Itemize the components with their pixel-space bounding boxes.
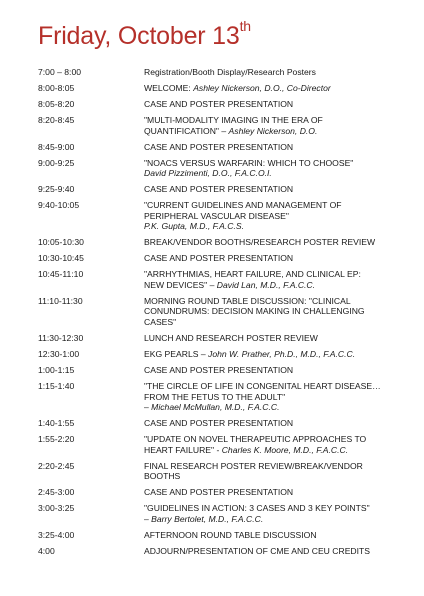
session-title: CASES"	[144, 316, 177, 327]
session-title: "UPDATE ON NOVEL THERAPEUTIC APPROACHES TO	[144, 434, 367, 445]
schedule-description	[144, 365, 418, 376]
description-line	[144, 211, 418, 222]
schedule-row	[38, 83, 418, 94]
schedule-time: 1:40-1:55	[38, 418, 75, 429]
description-line	[144, 296, 418, 307]
schedule-time: 8:00-8:05	[38, 82, 75, 93]
description-line	[144, 461, 418, 472]
schedule-description	[144, 184, 418, 195]
schedule-row	[38, 487, 418, 498]
schedule-row	[38, 333, 418, 344]
schedule-row	[38, 349, 418, 360]
description-line	[144, 402, 418, 413]
schedule-row	[38, 365, 418, 376]
schedule-description	[144, 418, 418, 429]
schedule-description	[144, 269, 418, 290]
schedule-description	[144, 142, 418, 153]
description-line	[144, 221, 418, 232]
schedule-row	[38, 269, 418, 290]
description-line	[144, 514, 418, 525]
schedule-row	[38, 67, 418, 78]
description-line	[144, 158, 418, 169]
schedule-description	[144, 296, 418, 328]
schedule-description	[144, 487, 418, 498]
schedule-row	[38, 381, 418, 413]
session-title: "MULTI-MODALITY IMAGING IN THE ERA OF	[144, 114, 323, 125]
description-line	[144, 546, 418, 557]
description-line	[144, 99, 418, 110]
schedule-time: 2:45-3:00	[38, 487, 75, 498]
session-title: QUANTIFICATION" –	[144, 125, 229, 136]
page-title-suffix: th	[239, 18, 251, 34]
schedule-time: 8:05-8:20	[38, 98, 75, 109]
session-title: BREAK/VENDOR BOOTHS/RESEARCH POSTER REVIEW	[144, 237, 376, 248]
speaker-name: David Lan, M.D., F.A.C.C.	[216, 279, 316, 290]
speaker-name: P.K. Gupta, M.D., F.A.C.S.	[144, 221, 244, 232]
description-line	[144, 200, 418, 211]
speaker-name: Ashley Nickerson, D.O., Co-Director	[193, 82, 331, 93]
session-title: CASE AND POSTER PRESENTATION	[144, 184, 294, 195]
schedule-row	[38, 418, 418, 429]
description-line	[144, 115, 418, 126]
schedule-row	[38, 158, 418, 179]
schedule-description	[144, 381, 418, 413]
schedule-time: 1:55-2:20	[38, 434, 75, 445]
speaker-name: Ashley Nickerson, D.O.	[228, 125, 318, 136]
session-title: LUNCH AND RESEARCH POSTER REVIEW	[144, 332, 318, 343]
schedule-time: 9:40-10:05	[38, 200, 80, 211]
schedule-row	[38, 237, 418, 248]
description-line	[144, 184, 418, 195]
description-line	[144, 530, 418, 541]
description-line	[144, 392, 418, 403]
session-title: Registration/Booth Display/Research Posters	[144, 67, 316, 77]
session-title: FROM THE FETUS TO THE ADULT"	[144, 391, 286, 402]
session-title: PERIPHERAL VASCULAR DISEASE"	[144, 210, 289, 221]
schedule-description	[144, 99, 418, 110]
description-line	[144, 142, 418, 153]
description-line	[144, 418, 418, 429]
schedule-row	[38, 546, 418, 557]
session-title: CASE AND POSTER PRESENTATION	[144, 98, 294, 109]
session-title: WELCOME:	[144, 82, 194, 93]
schedule-row	[38, 115, 418, 136]
description-line	[144, 487, 418, 498]
schedule-row	[38, 200, 418, 232]
description-line	[144, 126, 418, 137]
schedule-description	[144, 83, 418, 94]
schedule-time: 10:30-10:45	[38, 253, 84, 264]
schedule-description	[144, 434, 418, 455]
description-line	[144, 269, 418, 280]
session-title: "GUIDELINES IN ACTION: 3 CASES AND 3 KEY POINTS"	[144, 503, 370, 514]
page-title	[38, 18, 251, 51]
session-title: FINAL RESEARCH POSTER REVIEW/BREAK/VENDOR	[144, 460, 363, 471]
schedule-row	[38, 184, 418, 195]
speaker-name: David Pizzimenti, D.O., F.A.C.O.I.	[144, 168, 272, 179]
schedule-row	[38, 461, 418, 482]
schedule-description	[144, 546, 418, 557]
speaker-name: John W. Prather, Ph.D., M.D., F.A.C.C.	[208, 348, 356, 359]
session-title: "ARRHYTHMIAS, HEART FAILURE, AND CLINICAL EP:	[144, 269, 361, 280]
session-title: CASE AND POSTER PRESENTATION	[144, 253, 294, 264]
schedule-time: 8:45-9:00	[38, 141, 75, 152]
schedule-description	[144, 115, 418, 136]
schedule-row	[38, 434, 418, 455]
schedule-time: 8:20-8:45	[38, 114, 75, 125]
schedule-time: 10:45-11:10	[38, 269, 84, 280]
description-line	[144, 280, 418, 291]
description-line	[144, 306, 418, 317]
session-title: CASE AND POSTER PRESENTATION	[144, 141, 294, 152]
schedule-row	[38, 296, 418, 328]
schedule-row	[38, 503, 418, 524]
schedule-time: 10:05-10:30	[38, 237, 84, 248]
schedule-time: 9:25-9:40	[38, 184, 75, 195]
session-title: AFTERNOON ROUND TABLE DISCUSSION	[144, 529, 317, 540]
session-title: BOOTHS	[144, 471, 181, 482]
schedule-time: 1:15-1:40	[38, 380, 75, 391]
session-title: CASE AND POSTER PRESENTATION	[144, 364, 294, 375]
schedule-description	[144, 530, 418, 541]
session-title: EKG PEARLS –	[144, 348, 209, 359]
schedule-description	[144, 503, 418, 524]
schedule-row	[38, 99, 418, 110]
schedule-time: 2:20-2:45	[38, 460, 75, 471]
description-line	[144, 317, 418, 328]
schedule-description	[144, 349, 418, 360]
speaker-name: Michael McMullan, M.D., F.A.C.C.	[151, 402, 280, 413]
description-line	[144, 83, 418, 94]
schedule-time: 12:30-1:00	[38, 348, 80, 359]
description-line	[144, 471, 418, 482]
schedule-description	[144, 333, 418, 344]
schedule-row	[38, 530, 418, 541]
session-title: CASE AND POSTER PRESENTATION	[144, 418, 294, 429]
schedule-list	[38, 67, 418, 562]
session-title: CONUNDRUMS: DECISION MAKING IN CHALLENGING	[144, 306, 365, 317]
schedule-description	[144, 461, 418, 482]
speaker-name: Charles K. Moore, M.D., F.A.C.C.	[221, 444, 349, 455]
schedule-time: 7:00 – 8:00	[38, 67, 82, 77]
session-title: "CURRENT GUIDELINES AND MANAGEMENT OF	[144, 200, 342, 211]
description-line	[144, 381, 418, 392]
session-title: NEW DEVICES" –	[144, 279, 217, 290]
session-title: HEART FAILURE" -	[144, 444, 222, 455]
description-line	[144, 168, 418, 179]
page-title-text: Friday, October 13	[38, 22, 240, 50]
schedule-description	[144, 67, 418, 78]
schedule-description	[144, 237, 418, 248]
schedule-description	[144, 253, 418, 264]
schedule-time: 3:25-4:00	[38, 529, 75, 540]
description-line	[144, 434, 418, 445]
description-line	[144, 253, 418, 264]
session-title: MORNING ROUND TABLE DISCUSSION: "CLINICAL	[144, 295, 351, 306]
schedule-time: 11:10-11:30	[38, 295, 83, 306]
session-title: "NOACS VERSUS WARFARIN: WHICH TO CHOOSE"	[144, 157, 354, 168]
description-line	[144, 445, 418, 456]
session-title: "THE CIRCLE OF LIFE IN CONGENITAL HEART DISEASE…	[144, 380, 381, 391]
description-line	[144, 349, 418, 360]
schedule-row	[38, 142, 418, 153]
schedule-time: 11:30-12:30	[38, 332, 84, 343]
schedule-description	[144, 158, 418, 179]
schedule-row	[38, 253, 418, 264]
session-title: –	[144, 513, 152, 524]
speaker-name: Barry Bertolet, M.D., F.A.C.C.	[151, 513, 264, 524]
schedule-time: 1:00-1:15	[38, 364, 75, 375]
session-title: CASE AND POSTER PRESENTATION	[144, 487, 294, 498]
schedule-time: 9:00-9:25	[38, 157, 75, 168]
session-title: –	[144, 402, 152, 413]
description-line	[144, 237, 418, 248]
schedule-description	[144, 200, 418, 232]
description-line	[144, 365, 418, 376]
session-title: ADJOURN/PRESENTATION OF CME AND CEU CREDITS	[144, 545, 371, 556]
description-line	[144, 503, 418, 514]
schedule-time: 4:00	[38, 545, 55, 556]
description-line	[144, 333, 418, 344]
description-line	[144, 67, 418, 78]
schedule-time: 3:00-3:25	[38, 503, 75, 514]
